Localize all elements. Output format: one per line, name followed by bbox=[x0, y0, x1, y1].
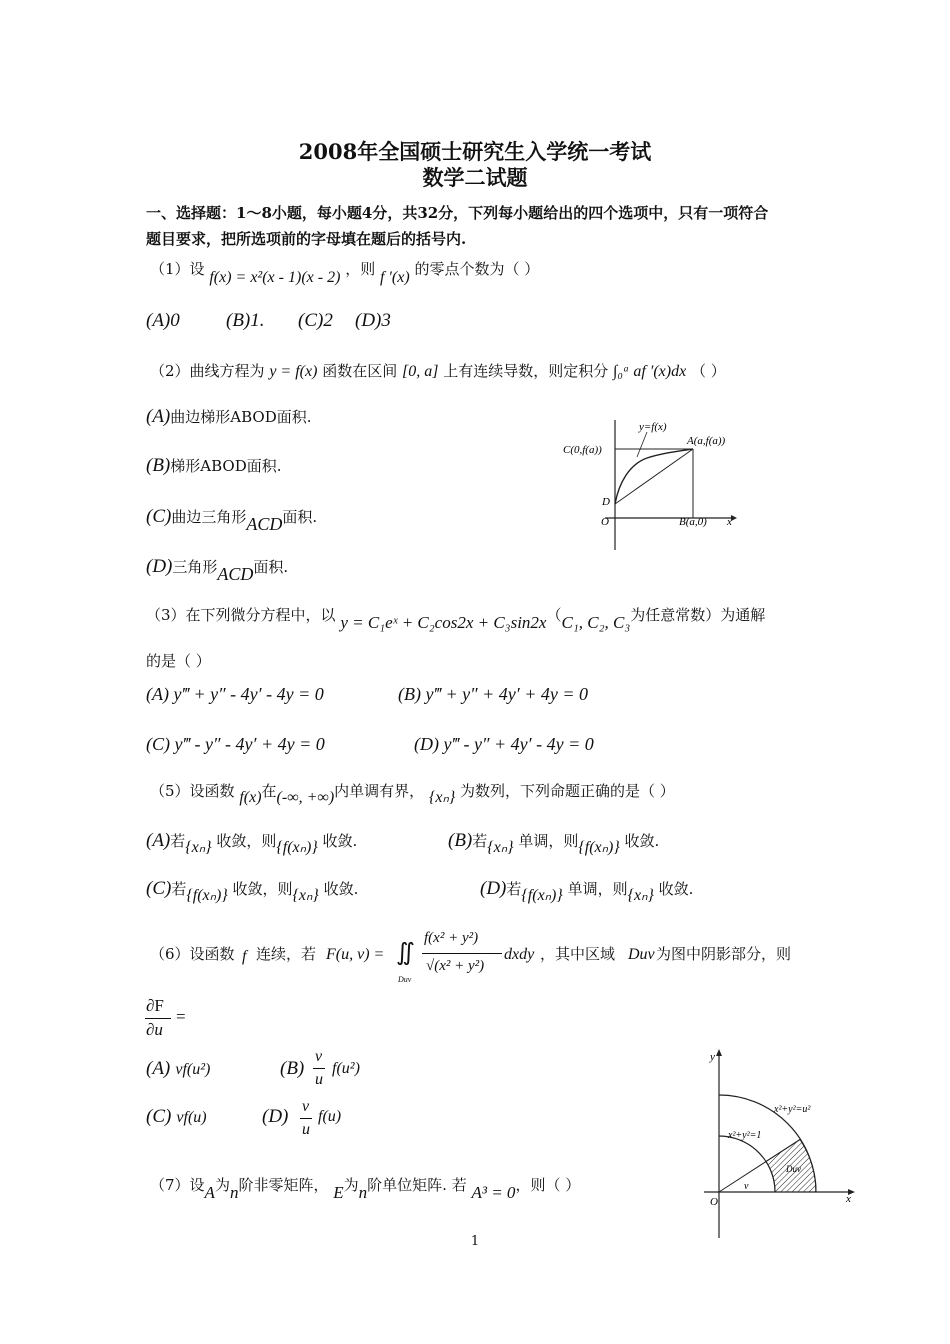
q5-option-a bbox=[146, 830, 358, 856]
section-instructions-line2: 题目要求，把所选项前的字母填在题后的括号内. bbox=[146, 230, 467, 248]
q1-option-d: (D)3 bbox=[355, 310, 391, 331]
q5-option-c-m2: {xₙ} bbox=[292, 887, 319, 904]
page-number: 1 bbox=[470, 1234, 480, 1249]
q5-interval: (-∞, +∞) bbox=[276, 789, 335, 806]
q5-option-d-label: (D) bbox=[480, 878, 507, 899]
q1-prefix: （1）设 bbox=[150, 260, 205, 278]
q2-option-c-text2: 面积. bbox=[282, 508, 318, 526]
q2-option-a bbox=[146, 406, 312, 428]
q5-option-a-m1: {xₙ} bbox=[185, 839, 212, 856]
question-5 bbox=[150, 780, 675, 806]
q7-suffix: ，则（ ） bbox=[515, 1176, 581, 1194]
q5-suffix: 为数列，下列命题正确的是（ ） bbox=[460, 782, 675, 800]
q2-mid1: 函数在区间 bbox=[322, 362, 398, 380]
q6-option-d-label: (D) bbox=[262, 1106, 289, 1127]
q7-t4: 阶单位矩阵. 若 bbox=[367, 1176, 467, 1194]
section-instructions-line1: 一、选择题：1～8小题，每小题4分，共32分，下列每小题给出的四个选项中，只有一项符合 bbox=[146, 204, 769, 222]
q5-option-d-t3: 收敛. bbox=[658, 880, 694, 898]
q3-formula: y = C₁eˣ + C₂cos2x + C₃sin2x bbox=[340, 613, 547, 632]
q2-formula: y = f(x) bbox=[269, 363, 318, 380]
q5-option-c-label: (C) bbox=[146, 878, 172, 899]
q3-option-c: (C) y‴ - y″ - 4y′ + 4y = 0 bbox=[146, 734, 325, 754]
fig2-y-arrow bbox=[716, 1049, 722, 1056]
q5-func: f(x) bbox=[239, 789, 262, 806]
q1-derivative: f ′(x) bbox=[379, 269, 410, 286]
q5-mid1: 在 bbox=[261, 782, 277, 800]
fig1-point-c: C(0,f(a)) bbox=[563, 444, 602, 456]
q6-option-b bbox=[280, 1058, 304, 1080]
q7-t3: 为 bbox=[343, 1176, 359, 1194]
q6-option-b-math: f(u²) bbox=[332, 1060, 360, 1077]
q6-region-sub: Duv bbox=[398, 975, 412, 984]
fig1-curve-label: y=f(x) bbox=[639, 421, 667, 433]
q5-seq: {xₙ} bbox=[428, 789, 456, 806]
q5-option-a-t1: 若 bbox=[170, 832, 186, 850]
q6-partial-num: ∂F bbox=[146, 996, 164, 1015]
fig2-axis-x-label: x bbox=[846, 1193, 851, 1205]
q3-option-a: (A) y‴ + y″ - 4y′ - 4y = 0 bbox=[146, 684, 324, 704]
q3-option-b: (B) y‴ + y″ + 4y′ + 4y = 0 bbox=[398, 684, 589, 704]
q5-option-c bbox=[146, 878, 359, 904]
q3-line2: 的是（ ） bbox=[146, 652, 211, 670]
q5-option-a-m2: {f(xₙ)} bbox=[276, 839, 318, 856]
q6-integral-sign: ∬ bbox=[396, 940, 415, 966]
q5-option-b-t1: 若 bbox=[472, 832, 488, 850]
q2-option-d-text2: 面积. bbox=[253, 558, 289, 576]
q5-option-b-m2: {f(xₙ)} bbox=[578, 839, 620, 856]
fig2-inner-label: x²+y²=1 bbox=[728, 1130, 762, 1141]
q6-partial-bar bbox=[145, 1018, 171, 1019]
q5-option-b bbox=[448, 830, 660, 856]
q6-fraction-bar bbox=[422, 953, 502, 954]
q5-option-a-t2: 收敛，则 bbox=[216, 832, 277, 850]
fig1-chord-da bbox=[615, 449, 693, 504]
q5-option-c-t3: 收敛. bbox=[323, 880, 359, 898]
q5-option-d-t1: 若 bbox=[506, 880, 522, 898]
q1-suffix: 的零点个数为（ ） bbox=[414, 260, 540, 278]
question-2 bbox=[150, 360, 726, 381]
q2-option-d-label: (D) bbox=[146, 556, 173, 577]
q2-option-c-math: ACD bbox=[246, 514, 283, 534]
fig2-origin-label: O bbox=[710, 1196, 718, 1208]
q5-option-a-label: (A) bbox=[146, 830, 171, 851]
q2-option-b bbox=[146, 455, 282, 477]
q6-f: f bbox=[242, 948, 247, 965]
q7-prefix: （7）设 bbox=[150, 1176, 205, 1194]
q7-a: A bbox=[204, 1183, 215, 1202]
q5-option-d-m1: {f(xₙ)} bbox=[521, 887, 563, 904]
q7-condition: A³ = 0 bbox=[471, 1183, 516, 1202]
q6-suffix: 为图中阴影部分，则 bbox=[656, 945, 792, 963]
q5-option-b-t3: 收敛. bbox=[624, 832, 660, 850]
q6-numerator: f(x² + y²) bbox=[424, 930, 479, 946]
q1-option-b: (B)1. bbox=[226, 310, 265, 331]
q6-option-b-frac-bar bbox=[313, 1068, 325, 1069]
q6-option-d bbox=[262, 1106, 288, 1128]
q7-n1: n bbox=[229, 1183, 239, 1202]
q5-option-b-t2: 单调，则 bbox=[518, 832, 579, 850]
q3-constants: C₁, C₂, C₃ bbox=[561, 613, 631, 632]
q7-n2: n bbox=[358, 1183, 368, 1202]
q2-option-a-text: 曲边梯形ABOD面积. bbox=[170, 408, 312, 426]
fig1-point-b: B(a,0) bbox=[679, 516, 707, 528]
q6-equals: = bbox=[176, 1007, 186, 1026]
q6-mid1: 连续，若 bbox=[256, 945, 317, 963]
q6-partial-den: ∂u bbox=[146, 1020, 163, 1039]
exam-title: 2008年全国硕士研究生入学统一考试 bbox=[298, 139, 652, 164]
fig2-axis-y-label: y bbox=[710, 1051, 715, 1063]
q5-option-c-m1: {f(xₙ)} bbox=[186, 887, 228, 904]
q6-option-b-frac-den: u bbox=[315, 1071, 323, 1088]
fig1-curve-pointer bbox=[637, 432, 647, 457]
fig1-point-a: A(a,f(a)) bbox=[687, 435, 726, 447]
exam-subtitle: 数学二试题 bbox=[422, 165, 528, 190]
q7-e: E bbox=[333, 1183, 344, 1202]
q5-option-d bbox=[480, 878, 694, 904]
q5-option-b-m1: {xₙ} bbox=[487, 839, 514, 856]
q6-option-b-frac-num: v bbox=[315, 1048, 323, 1065]
fig2-angle-label: v bbox=[744, 1181, 749, 1192]
q1-formula: f(x) = x²(x - 1)(x - 2) bbox=[209, 269, 341, 286]
q6-option-d-frac-num: v bbox=[302, 1098, 310, 1115]
question-1 bbox=[150, 258, 540, 286]
q3-paren: （ bbox=[546, 606, 562, 624]
q5-option-b-label: (B) bbox=[448, 830, 473, 851]
q6-region: Duv bbox=[628, 946, 655, 963]
q2-option-b-text: 梯形ABOD面积. bbox=[170, 457, 282, 475]
q2-mid2: 上有连续导数，则定积分 bbox=[443, 362, 609, 380]
q2-prefix: （2）曲线方程为 bbox=[150, 362, 265, 380]
q6-prefix: （6）设函数 bbox=[150, 945, 235, 963]
fig2-region-label: Duv bbox=[786, 1164, 801, 1174]
q6-dxdy: dxdy bbox=[504, 946, 535, 963]
q7-t2: 阶非零矩阵， bbox=[238, 1176, 329, 1194]
q2-option-d bbox=[146, 556, 289, 584]
q3-suffix: 为任意常数）为通解 bbox=[630, 606, 766, 624]
q2-option-d-text1: 三角形 bbox=[172, 558, 218, 576]
q6-option-c-math: vf(u) bbox=[176, 1109, 207, 1126]
q1-mid: ，则 bbox=[345, 260, 376, 278]
q2-integral: ∫₀ᵃ af ′(x)dx bbox=[613, 363, 687, 380]
fig2-outer-label: x²+y²=u² bbox=[774, 1104, 811, 1115]
q6-option-d-frac-den: u bbox=[302, 1121, 310, 1138]
q3-option-d: (D) y‴ - y″ + 4y′ - 4y = 0 bbox=[414, 734, 594, 754]
q1-option-c: (C)2 bbox=[298, 310, 333, 331]
q1-option-a: (A)0 bbox=[146, 310, 180, 331]
fig1-axis-x-label: x bbox=[727, 516, 732, 528]
q2-option-d-math: ACD bbox=[217, 564, 254, 584]
q6-option-a bbox=[146, 1058, 210, 1080]
q6-option-a-label: (A) bbox=[146, 1058, 171, 1079]
q2-suffix: （ ） bbox=[690, 362, 726, 380]
q5-option-d-t2: 单调，则 bbox=[567, 880, 628, 898]
q2-option-c-text1: 曲边三角形 bbox=[171, 508, 247, 526]
q7-t1: 为 bbox=[214, 1176, 230, 1194]
q2-option-b-label: (B) bbox=[146, 455, 171, 476]
fig1-x-arrow bbox=[731, 515, 737, 521]
q6-option-b-label: (B) bbox=[280, 1058, 305, 1079]
fig1-point-d: D bbox=[602, 496, 610, 508]
q5-option-d-m2: {xₙ} bbox=[627, 887, 654, 904]
fig1-point-o: O bbox=[601, 516, 609, 528]
q6-option-d-math: f(u) bbox=[318, 1108, 342, 1125]
q5-mid2: 内单调有界， bbox=[334, 782, 425, 800]
q2-option-c bbox=[146, 506, 318, 534]
q6-mid2: ，其中区域 bbox=[540, 945, 616, 963]
figure-polar-region bbox=[700, 1046, 870, 1242]
q6-lhs: F(u, v) = bbox=[326, 946, 385, 963]
q5-option-c-t1: 若 bbox=[171, 880, 187, 898]
q6-option-c bbox=[146, 1106, 207, 1128]
q2-interval: [0, a] bbox=[402, 363, 439, 380]
q6-denominator: √(x² + y²) bbox=[426, 958, 485, 974]
q6-option-a-math: vf(u²) bbox=[175, 1061, 211, 1078]
figure-curve-trapezoid bbox=[555, 412, 755, 554]
q6-option-d-frac-bar bbox=[300, 1118, 312, 1119]
q6-option-c-label: (C) bbox=[146, 1106, 172, 1127]
q5-prefix: （5）设函数 bbox=[150, 782, 235, 800]
q5-option-a-t3: 收敛. bbox=[322, 832, 358, 850]
question-7 bbox=[150, 1174, 581, 1202]
q2-option-c-label: (C) bbox=[146, 506, 172, 527]
q2-option-a-label: (A) bbox=[146, 406, 171, 427]
q5-option-c-t2: 收敛，则 bbox=[232, 880, 293, 898]
q3-prefix: （3）在下列微分方程中，以 bbox=[146, 606, 336, 624]
question-3 bbox=[146, 604, 766, 632]
